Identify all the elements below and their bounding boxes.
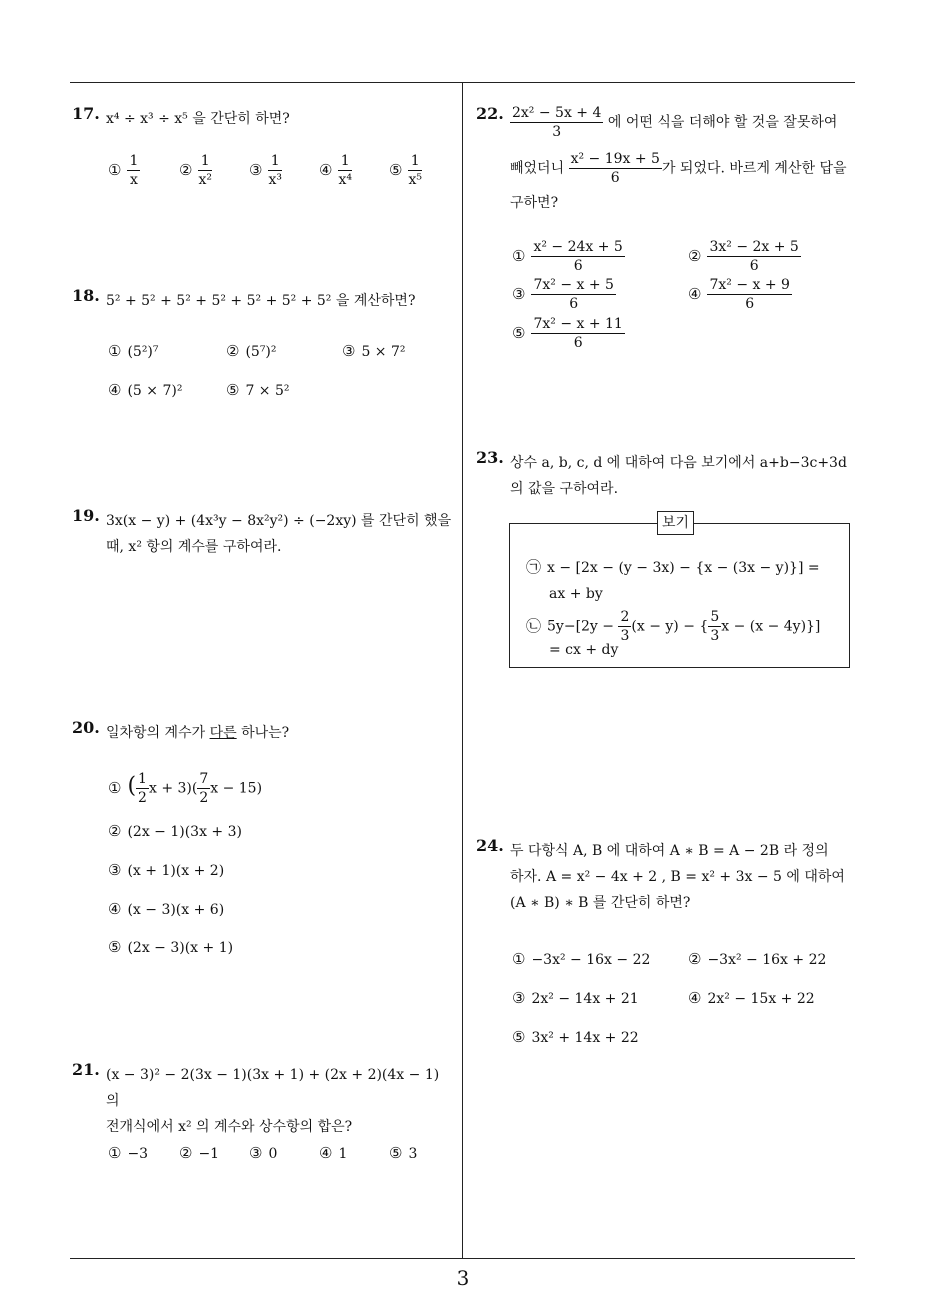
page-number: 3 bbox=[456, 1266, 470, 1290]
question-text: 두 다항식 A, B 에 대하여 A ∗ B = A − 2B 라 정의 하자. A = x² − 4x + 2 , B = x² + 3x − 5 에 대하여 (A ∗ B) ∗ B 를 간단히 하면? bbox=[510, 843, 845, 911]
question-number: 23. bbox=[476, 448, 504, 467]
question-text: 3x(x − y) + (4x³y − 8x²y²) ÷ (−2xy) 를 간단히 했을 때, x² 항의 계수를 구하여라. bbox=[106, 513, 452, 555]
option-1: ① −3x² − 16x − 22 bbox=[512, 950, 651, 968]
option-2: ② $\frac{\text{3x² − 2x + 5}}{6}$ bbox=[688, 239, 799, 274]
column-divider bbox=[462, 82, 463, 1258]
question-18 bbox=[72, 286, 457, 406]
option-4: ④ (x − 3)(x + 6) bbox=[108, 900, 225, 918]
option-1: ① (5²)⁷ bbox=[108, 342, 159, 360]
question-text: 일차항의 계수가 다른 하나는? bbox=[106, 725, 290, 741]
option-3: ③ $\frac{\text{7x² − x + 5}}{6}$ bbox=[512, 277, 614, 312]
option-1: ① $\frac{1}{x}$ bbox=[108, 153, 139, 188]
question-17 bbox=[72, 104, 457, 194]
option-5: ⑤ 7 × 5² bbox=[226, 381, 290, 399]
option-3: ③ 0 bbox=[249, 1144, 278, 1162]
example-item-1: ㉠ x − [2x − (y − 3x) − {x − (3x − y)}] = ax + by bbox=[526, 558, 820, 602]
question-text: x⁴ ÷ x³ ÷ x⁵ 을 간단히 하면? bbox=[106, 111, 290, 127]
question-number: 18. bbox=[72, 286, 100, 305]
option-3: ③ $\frac{1}{\text{x³}}$ bbox=[249, 153, 282, 188]
question-number: 20. bbox=[72, 718, 100, 737]
option-4: ④ 2x² − 15x + 22 bbox=[688, 989, 815, 1007]
question-text: 5² + 5² + 5² + 5² + 5² + 5² + 5² 을 계산하면? bbox=[106, 293, 416, 309]
question-text: 상수 a, b, c, d 에 대하여 다음 보기에서 a+b−3c+3d 의 값을 구하여라. bbox=[510, 455, 847, 497]
option-4: ④ 1 bbox=[319, 1144, 348, 1162]
option-2: ② −3x² − 16x + 22 bbox=[688, 950, 827, 968]
question-20 bbox=[72, 718, 457, 958]
option-1: ① ( $\frac{1}{2}$ x + 3)( $\frac{7}{2}$ x − 15) bbox=[108, 771, 263, 806]
bottom-rule bbox=[70, 1258, 855, 1259]
question-text: (x − 3)² − 2(3x − 1)(3x + 1) + (2x + 2)(4x − 1) 의 전개식에서 x² 의 계수와 상수항의 합은? bbox=[106, 1067, 440, 1135]
option-4: ④ $\frac{1}{\text{x⁴}}$ bbox=[319, 153, 352, 188]
question-number: 21. bbox=[72, 1060, 100, 1079]
example-item-2-result: = cx + dy bbox=[549, 642, 619, 658]
option-3: ③ 5 × 7² bbox=[342, 342, 406, 360]
question-number: 19. bbox=[72, 506, 100, 525]
question-23 bbox=[476, 448, 861, 508]
option-4: ④ $\frac{\text{7x² − x + 9}}{6}$ bbox=[688, 277, 790, 312]
question-21 bbox=[72, 1060, 457, 1170]
example-box-title: 보기 bbox=[657, 511, 694, 535]
option-2: ② (5⁷)² bbox=[226, 342, 277, 360]
question-number: 17. bbox=[72, 104, 100, 123]
question-text-line3: 구하면? bbox=[510, 195, 559, 211]
example-item-2: ㉡ 5y−[2y − $\frac{2}{3}$ (x − y) − { $\frac{5}{3}$ x − (x − 4y)}] bbox=[526, 609, 821, 644]
option-3: ③ (x + 1)(x + 2) bbox=[108, 861, 225, 879]
example-box bbox=[509, 523, 850, 668]
question-24 bbox=[476, 836, 861, 1056]
option-5: ⑤ $\frac{\text{7x² − x + 11}}{6}$ bbox=[512, 316, 623, 351]
option-2: ② −1 bbox=[179, 1144, 220, 1162]
question-19 bbox=[72, 506, 457, 566]
option-2: ② (2x − 1)(3x + 3) bbox=[108, 822, 242, 840]
question-text-line1: $\frac{\text{2x² − 5x + 4}}{3}$ 에 어떤 식을 더해야 할 것을 잘못하여 bbox=[512, 105, 838, 140]
question-number: 22. bbox=[476, 104, 504, 123]
option-4: ④ (5 × 7)² bbox=[108, 381, 183, 399]
option-5: ⑤ 3 bbox=[389, 1144, 418, 1162]
option-5: ⑤ 3x² + 14x + 22 bbox=[512, 1028, 639, 1046]
question-22 bbox=[476, 104, 861, 364]
option-2: ② $\frac{1}{\text{x²}}$ bbox=[179, 153, 212, 188]
option-5: ⑤ (2x − 3)(x + 1) bbox=[108, 938, 234, 956]
question-text-line2: 빼었더니 $\frac{\text{x² − 19x + 5}}{6}$ 가 되었다. 바르게 계산한 답을 bbox=[510, 151, 847, 186]
option-3: ③ 2x² − 14x + 21 bbox=[512, 989, 639, 1007]
question-number: 24. bbox=[476, 836, 504, 855]
option-1: ① −3 bbox=[108, 1144, 149, 1162]
option-1: ① $\frac{\text{x² − 24x + 5}}{6}$ bbox=[512, 239, 623, 274]
option-5: ⑤ $\frac{1}{\text{x⁵}}$ bbox=[389, 153, 422, 188]
